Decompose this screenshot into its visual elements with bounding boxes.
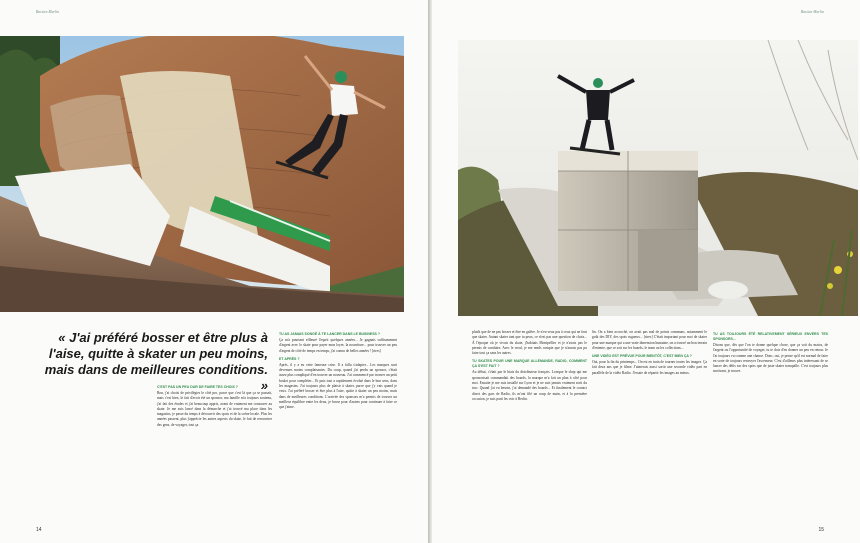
- article-column-2: [592, 330, 707, 450]
- skateboarder-on-concrete-block-photo: [458, 40, 858, 316]
- body-paragraph: Après, il y a eu cette fameuse crise. Il a fallu s'adapter... Les marques sont devenues moins complaisantes. Du coup, quand j'ai perdu un sponsor, c'était assez plus compliqué d'en trouver un nouveau. J'ai commencé par trouver un petit boulot pour compléter... Et puis tout a rapidement évolué dans le bon sens, dans les magasins. J'ai toujours plus de plaisir à skater, parce que j'y vais quand je veux. J'ai préféré bosser et être plus à l'aise, quitte à skater un peu moins, mais dans de meilleures conditions. L'arrivée des sponsors m'a permis de trouver un meilleur équilibre entre les deux, je bosse pour d'autres pour continuer à faire ce que j'aime.: [279, 362, 397, 410]
- right-page: [432, 0, 860, 543]
- skateboarder-on-painted-wall-photo: [0, 36, 404, 312]
- body-paragraph: Au début, c'était par le biais du distributeur français. Lorsque le shop qui me sponsorisait commandait des boards, la marque m'a fait un plan à côté pour moi. Ensuite je me suis installé sur Lyon et je ne suis jamais vraiment sorti du truc. Quand j'ai eu besoin, j'ai demandé des boards... Et finalement le contact direct des gars de Radio, ils m'ont filé un coup de main, et à la première occasion, je suis parti les voir à Berlin.: [472, 370, 587, 401]
- body-paragraph: Oui, pour la fin du printemps... On est en train de tourner toutes les images. Ça fait deux ans que je filme. J'aimerais aussi sortir une seconde vidéo part en parallèle de la vidéo Radio. J'essaie de répartir les images au mieux.: [592, 360, 707, 375]
- article-column-1: [157, 383, 272, 503]
- interview-question: ET APRÈS ?: [279, 356, 300, 361]
- body-paragraph: lin. On a bien accroché, on avait pas mal de points communs, notamment le goût des DIY, des spots rugueux... [rires] C'était important pour moi de skater pour une marque qui a une vraie dimension humaine, on a trouvé un bon terrain d'entente, que ce soit sur les boards, le team ou les collections...: [592, 330, 707, 350]
- wall-ride-illustration: [0, 36, 404, 312]
- interview-question: UNE VIDÉO EST PRÉVUE POUR BIENTÔT, C'EST BIEN ÇA ?: [592, 354, 692, 359]
- page-number: 14: [36, 527, 42, 533]
- article-column-3: [713, 330, 828, 440]
- body-paragraph: plutôt que de ne pas bosser et être en galère. Je n'en veux pas à ceux qui ne font que skater. Autant skater tant que tu peux, ce n'est pas une question de choix... À l'époque où je vivais du skate, j'habitais Montpellier et je n'avais pas le permis de conduire. Avec le recul, je me rends compte que je n'aurais pas pu faire tout ça sans les autres.: [472, 330, 587, 356]
- body-paragraph: Bon, j'ai choisi de privilégier le côté pro, parce que c'est là que ça se passait, mais c'est bien, le fait d'avoir été un sponsor, ma famille m'a toujours soutenu, j'ai fait des études et j'ai beaucoup appris, avant de vraiment me consacrer au skate. Je me suis lancé dans la démarche et j'ai trouvé ma place dans les magasins, je passe du temps à découvrir des spots et de la scène locale. Plus les années passent, plus j'apprécie les autres aspects du skate, le fait de rencontrer des gens, de voyager, tout ça.: [157, 391, 272, 427]
- interview-question: TU AS JAMAIS SONGÉ À TE LANCER DANS LE BUSINESS ?: [279, 332, 380, 336]
- body-paragraph: Disons que, dès que l'on te donne quelque chose, que ça soit du matos, de l'argent ou l'opportunité de voyager, tu te dois d'en donner un peu en retour. Je l'ai toujours vu comme une chance. Donc, oui, je pense qu'il est normal de faire en sorte de toujours renvoyer l'ascenseur. C'est d'ailleurs plus intéressant de se lancer des défis sur des spots que de juste skater tranquille. C'est toujours plus motivant, je trouve.: [713, 343, 828, 374]
- left-page: [0, 0, 428, 543]
- interview-question: TU SKATES POUR UNE MARQUE ALLEMANDE, RADIO, COMMENT ÇA S'EST FAIT ?: [472, 359, 587, 369]
- article-column-1: [472, 330, 587, 500]
- page-number: 15: [818, 527, 824, 533]
- interview-question: TU AS TOUJOURS ÉTÉ RELATIVEMENT SÉRIEUX ENVERS TES SPONSORS...: [713, 332, 828, 341]
- article-column-2: [279, 330, 397, 498]
- interview-question: C'EST PAS UN PEU DUR DE FAIRE TES CHOIX ?: [157, 385, 238, 389]
- running-head: Bastien Marlin: [36, 10, 60, 14]
- block-grind-illustration: [458, 40, 858, 316]
- pull-quote-text: « J'ai préféré bosser et être plus à l'aise, quitte à skater un peu moins, mais dans de meilleures conditions. »: [44, 330, 268, 393]
- running-head: Bastien Marlin: [800, 10, 824, 14]
- body-paragraph: Ça m'a pourtant effleuré l'esprit quelques années... Je gagnais suffisamment d'argent avec le skate pour payer mon loyer, la nourriture... pour trouver un peu d'argent de côté de temps en temps, j'ai connu de belles années ! [rires]: [279, 338, 397, 353]
